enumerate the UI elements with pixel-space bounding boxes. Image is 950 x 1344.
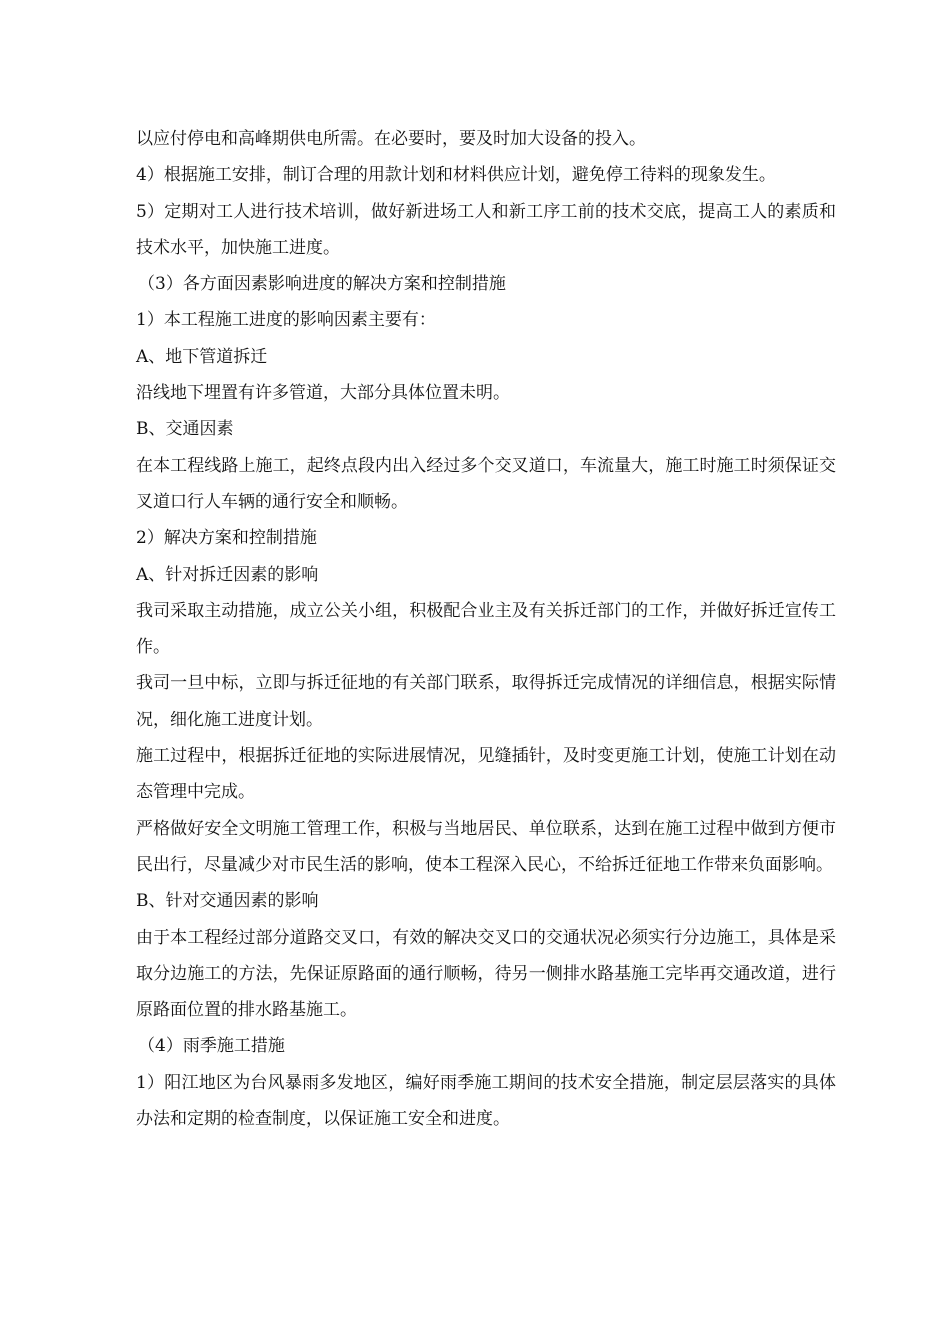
paragraph-power-supply: 以应付停电和高峰期供电所需。在必要时，要及时加大设备的投入。 (136, 129, 646, 149)
paragraph-relocation-measure-4: 严格做好安全文明施工管理工作，积极与当地居民、单位联系，达到在施工过程中做到方便市民出行，尽量减少对市民生活的影响，使本工程深入民心，不给拆迁征地工作带来负面影响。 (136, 818, 836, 875)
section-heading-4: （4）雨季施工措施 (138, 1036, 285, 1057)
paragraph-traffic-measure: 由于本工程经过部分道路交叉口，有效的解决交叉口的交通状况必须实行分边施工，具体是采取分边施工的方法，先保证原路面的通行顺畅，待另一侧排水路基施工完毕再交通改道，进行原路面位置的排水路基施工。 (136, 927, 836, 1021)
paragraph-relocation-measure-1: 我司采取主动措施，成立公关小组，积极配合业主及有关拆迁部门的工作，并做好拆迁宣传工作。 (136, 600, 836, 658)
paragraph-pipe-relocation: 沿线地下埋置有许多管道，大部分具体位置未明。 (136, 383, 510, 404)
paragraph-item-4-funding-plan: 4）根据施工安排，制订合理的用款计划和材料供应计划，避免停工待料的现象发生。 (136, 165, 776, 186)
subheading-pipe-relocation: A、地下管道拆迁 (136, 346, 268, 367)
paragraph-item-5-training: 5）定期对工人进行技术培训，做好新进场工人和新工序工前的技术交底，提高工人的素质和技术水平，加快施工进度。 (136, 201, 836, 258)
paragraph-relocation-measure-3: 施工过程中，根据拆迁征地的实际进展情况，见缝插针，及时变更施工计划，使施工计划在动态管理中完成。 (136, 746, 836, 803)
subheading-relocation-measures: A、针对拆迁因素的影响 (136, 564, 319, 585)
paragraph-relocation-measure-2: 我司一旦中标，立即与拆迁征地的有关部门联系，取得拆迁完成情况的详细信息，根据实际情况，细化施工进度计划。 (136, 673, 836, 730)
paragraph-solutions-intro: 2）解决方案和控制措施 (136, 528, 317, 549)
paragraph-traffic-factor: 在本工程线路上施工，起终点段内出入经过多个交叉道口，车流量大，施工时施工时须保证交叉道口行人车辆的通行安全和顺畅。 (136, 455, 836, 512)
document-body (136, 121, 836, 1137)
subheading-traffic-factor: B、交通因素 (136, 419, 234, 440)
section-heading-3: （3）各方面因素影响进度的解决方案和控制措施 (138, 274, 506, 295)
subheading-traffic-measures: B、针对交通因素的影响 (136, 891, 319, 912)
paragraph-rainy-season-1: 1）阳江地区为台风暴雨多发地区，编好雨季施工期间的技术安全措施，制定层层落实的具体办法和定期的检查制度，以保证施工安全和进度。 (136, 1072, 836, 1130)
paragraph-factors-intro: 1）本工程施工进度的影响因素主要有： (136, 310, 436, 331)
